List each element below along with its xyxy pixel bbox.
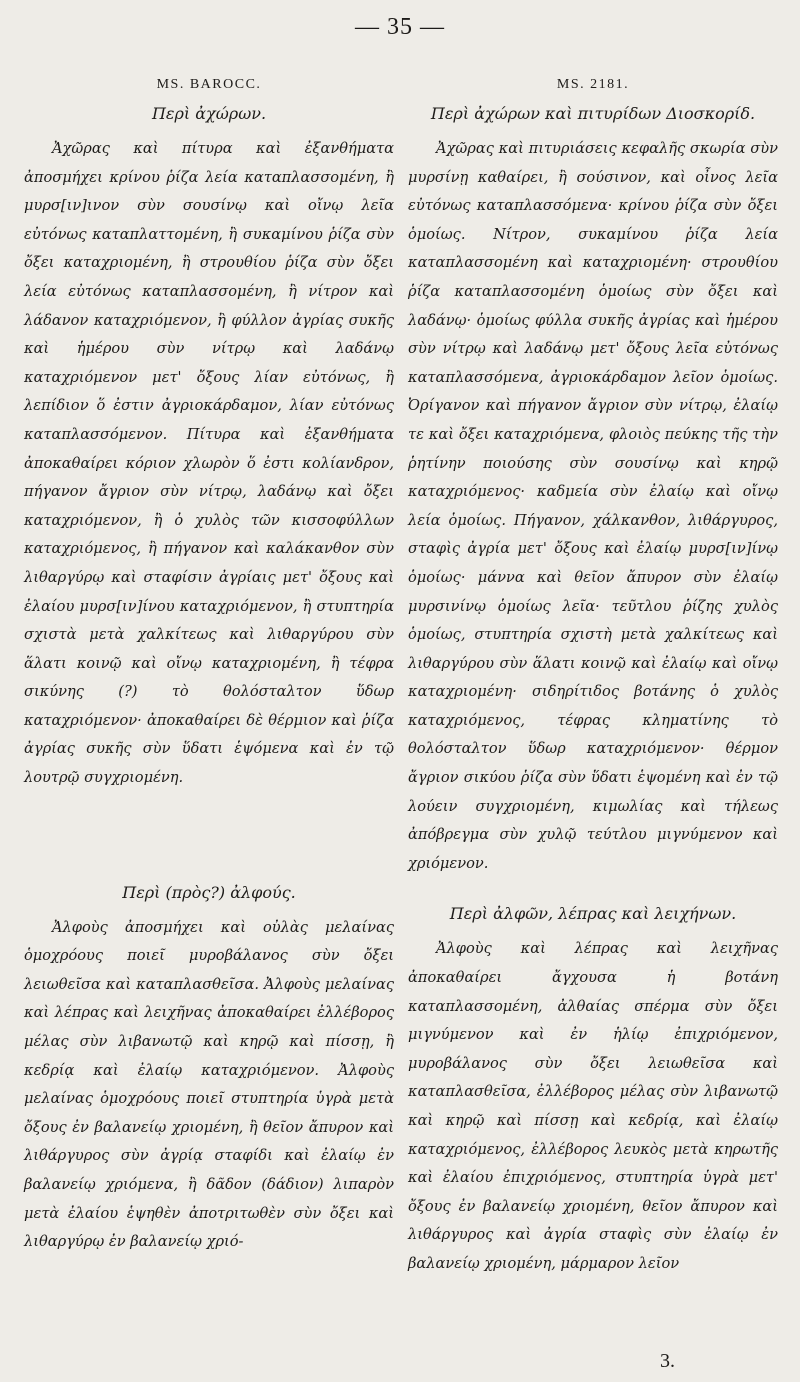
right-column-header: MS. 2181. — [556, 77, 630, 92]
section-text: Ἀχῶρας καὶ πιτυριάσεις κεφαλῆς σκωρία σὺν μυρσίνῃ καθαίρει, ἢ σούσινον, καὶ οἶνος λεῖα εὐτόνως καταπλασσόμενα· κρίνου ῥίζα σὺν ὄξει ὁμοίως. Νίτρον, συκαμίνου ῥίζα λεία καταπλασσομένη καὶ καταχριομένη· στρουθίου ῥίζα καταπλασσομένη ὁμοίως σὺν ὄξει καὶ λαδάνῳ· ὁμοίως φύλλα συκῆς ἀγρίας καὶ ἡμέρου σὺν νίτρῳ καὶ λαδάνῳ μετ' ὄξους λεῖα εὐτόνως καταπλασσόμενα, ἀγριοκάρδαμον λεῖον ὁμοίως. Ὀρίγανον καὶ πήγανον ἄγριον σὺν νίτρῳ, ἐλαίῳ τε καὶ ὄξει καταχριόμενα, φλοιὸς πεύκης τῆς τὴν ῥητίνην ποιούσης σὺν σουσίνῳ καὶ κηρῷ καταχριόμενος· καδμεία σὺν ἐλαίῳ καὶ οἴνῳ λεία ὁμοίως. Πήγανον, χάλκανθον, λιθάργυρος, σταφὶς ἀγρία μετ' ὄξους καὶ ἐλαίῳ μυρσ[ιν]ίνῳ ὁμοίως· μάννα καὶ θεῖον ἄπυρον σὺν ἐλαίῳ μυρσινίνῳ ὁμοίως λεῖα· τεῦτλου ῥίζης χυλὸς ὁμοίως, στυπτηρία σχιστὴ μετὰ χαλκίτεως καὶ λιθαργύρου σὺν ἅλατι κοινῷ καὶ ἐλαίῳ καὶ οἴνῳ καταχριομένη· σιδηρίτιδος βοτάνης ὁ χυλὸς καταχριόμενος, τέφρας κληματίνης τὸ θολόσταλτον ὕδωρ καταχριόμενον· θέρμον ἄγριον σικύου ῥίζα σὺν ὕδατι ἑψομένη καὶ ἐν τῷ λούειν συγχριομένη, κιμωλίας καὶ τήλεως ἀπόβρεγμα σὺν χυλῷ τεύτλου μιγνύμενον καὶ χριόμενον. — [408, 140, 778, 872]
page-number: — 35 — — [355, 14, 445, 40]
section-text: Ἀλφοὺς ἀποσμήχει καὶ οὐλὰς μελαίνας ὁμοχρόους ποιεῖ μυροβάλανος σὺν ὄξει λειωθεῖσα καὶ καταπλασθεῖσα. Ἀλφοὺς μελαίνας καὶ λέπρας καὶ λειχῆνας ἀποκαθαίρει ἐλλέβορος μέλας σὺν λιβανωτῷ καὶ κηρῷ καὶ πίσσῃ, ἢ κεδρίᾳ καὶ ἐλαίῳ καταχριόμενον. Ἀλφοὺς μελαίνας ὁμοχρόους ποιεῖ στυπτηρία ὑγρὰ μετὰ ὄξους ἐν βαλανείῳ χριομένη, ἢ θεῖον ἄπυρον καὶ λιθάργυρος σὺν ἀγρίᾳ σταφίδι καὶ ἐλαίῳ ἐν βαλανείῳ χριόμενα, ἢ δᾶδον (δάδιον) λιπαρὸν μετὰ ἐλαίου ἑψηθὲν ἀποτριτωθὲν σὺν ὄξει καὶ λιθαργύρῳ ἐν βαλανείῳ χριό- — [24, 918, 394, 1251]
left-column — [24, 70, 394, 1257]
section-title: Περὶ (πρὸς?) ἀλφούς. — [122, 882, 296, 902]
section-title: Περὶ ἀλφῶν, λέπρας καὶ λειχήνων. — [449, 904, 737, 924]
right-column — [408, 70, 778, 1279]
section-text: Ἀχῶρας καὶ πίτυρα καὶ ἐξανθήματα ἀποσμήχει κρίνου ῥίζα λεία καταπλασσομένη, ἢ μυρσ[ιν]ινον σὺν σουσίνῳ καὶ οἴνῳ λεῖα εὐτόνως καταπλαττομένη, ἢ συκαμίνου ῥίζα σὺν ὄξει καταχριομένη, ἢ στρουθίου ῥίζα σὺν ὄξει λεία εὐτόνως καταπλασσομένη, ἢ νίτρον καὶ λάδανον καταχριόμενον, ἢ φύλλον ἀγρίας συκῆς καὶ ἡμέρου σὺν νίτρῳ καὶ λαδάνῳ καταχριόμενον μετ' ὄξους λίαν εὐτόνως, ἢ λεπίδιον ὅ ἐστιν ἀγριοκάρδαμον, λίαν εὐτόνως καταπλασσόμενον. Πίτυρα καὶ ἐξανθήματα ἀποκαθαίρει κόριον χλωρὸν ὅ ἐστι κολίανδρον, πήγανον ἄγριον σὺν νίτρῳ, λαδάνῳ καὶ ὄξει καταχριόμενον, ἢ ὁ χυλὸς τῶν κισσοφύλλων καταχριόμενος, ἢ πήγανον καὶ καλάκανθον σὺν λιθαργύρῳ καὶ σταφίσιν ἀγρίαις μετ' ὄξους καὶ ἐλαίου μυρσ[ιν]ίνου καταχριόμενον, ἢ στυπτηρία σχιστὰ μετὰ χαλκίτεως καὶ λιθαργύρου σὺν ἅλατι κοινῷ καὶ οἴνῳ καταχριομένη, ἢ τέφρα σικύνης (?) τὸ θολόσταλτον ὕδωρ καταχριόμενον· ἀποκαθαίρει δὲ θέρμιον καὶ ῥίζα ἀγρίας συκῆς σὺν ὕδατι ἑψόμενα καὶ ἐν τῷ λουτρῷ συγχριομένη. — [24, 140, 394, 787]
section-title: Περὶ ἀχώρων καὶ πιτυρίδων Διοσκορίδ. — [430, 104, 756, 123]
section-text: Ἀλφοὺς καὶ λέπρας καὶ λειχῆνας ἀποκαθαίρει ἄγχουσα ἡ βοτάνη καταπλασσομένη, ἀλθαίας σπέρμα σὺν ὄξει μιγνύμενον καὶ ἐν ἡλίῳ ἐπιχριόμενον, μυροβάλανος σὺν ὄξει λειωθεῖσα καὶ καταπλασθεῖσα, ἐλλέβορος μέλας σὺν λιβανωτῷ καὶ κηρῷ καὶ πίσσῃ καὶ κεδρίᾳ, καὶ ἐλαίῳ καταχριόμενος, ἐλλέβορος λευκὸς μετὰ κηρωτῆς καὶ ἐλαίου ἐπιχριόμενος, στυπτηρία ὑγρὰ μετ' ὄξους ἐν βαλανείῳ χριομένη, θεῖον ἄπυρον καὶ λιθάργυρος καὶ ἀγρία σταφὶς σὺν ἐλαίῳ ἐν βαλανείῳ χριομένη, μάρμαρον λεῖον — [408, 940, 778, 1272]
left-column-header: MS. BAROCC. — [156, 77, 262, 92]
section-title: Περὶ ἀχώρων. — [151, 104, 267, 123]
signature-mark: 3. — [660, 1350, 675, 1372]
